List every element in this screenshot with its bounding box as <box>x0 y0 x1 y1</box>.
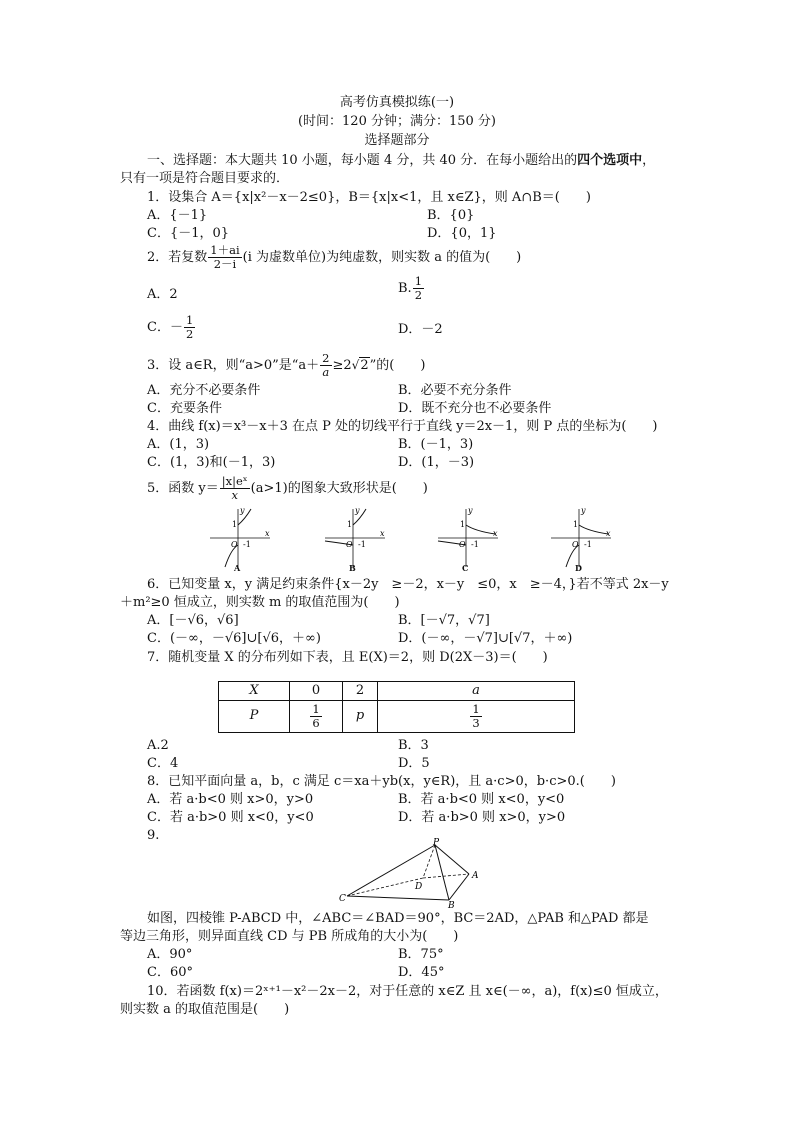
q2-option-a: A．2 <box>147 287 178 302</box>
vertex-b: B <box>448 901 455 908</box>
q3-post: ”的( ) <box>369 358 426 373</box>
label-y: y <box>240 506 245 515</box>
q5-label-d: D <box>575 563 582 573</box>
q2-den: 2－i <box>213 257 237 271</box>
q4-option-c: C．(1，3)和(－1，3) <box>147 455 276 470</box>
vertex-a: A <box>472 871 479 881</box>
section-title: 选择题部分 <box>364 133 430 148</box>
q2-b-label: B. <box>398 281 412 296</box>
q3-fraction <box>320 352 331 379</box>
vertex-c: C <box>339 894 346 904</box>
q5-stem <box>147 470 428 508</box>
q3-num: 2 <box>322 351 330 365</box>
q4-option-a: A．(1，3) <box>147 437 210 452</box>
label-o: O <box>459 540 466 549</box>
q8-option-d: D．若 a·b>0 则 x>0，y>0 <box>398 810 566 825</box>
q1-option-d: D．{0，1} <box>427 226 497 241</box>
q2-num: 1＋ai <box>210 243 240 257</box>
p3-den: 3 <box>472 715 480 730</box>
q2-b-frac <box>413 275 424 302</box>
table-cell <box>290 700 343 732</box>
vertex-d: D <box>415 882 423 892</box>
q3-option-b: B．必要不充分条件 <box>398 383 512 398</box>
p1-den: 6 <box>312 715 320 730</box>
edge-cd <box>347 878 423 896</box>
q3-option-c: C．充要条件 <box>147 401 222 416</box>
q7-option-a: A.2 <box>147 738 169 753</box>
q3-radical: √ <box>351 358 360 372</box>
edge-pb <box>435 845 449 900</box>
q5-pre: 5．函数 y＝ <box>147 481 219 496</box>
q5-label-c: C <box>462 563 469 573</box>
q2-c-num: 1 <box>185 313 194 327</box>
q2-pre: 2．若复数 <box>147 250 208 265</box>
q6-line2: ＋m²≥0 恒成立，则实数 m 的取值范围为( ) <box>120 595 400 610</box>
q10-line1: 10．若函数 f(x)＝2ˣ⁺¹－x²－2x－2，对于任意的 x∈Z 且 x∈(－∞，a)，f(x)≤0 恒成立， <box>147 984 668 999</box>
curve-right <box>466 525 495 534</box>
intro-comma: ， <box>642 153 656 168</box>
q2-c-label: C．－ <box>147 320 183 335</box>
q8-option-c: C．若 a·b>0 则 x<0，y<0 <box>147 810 314 825</box>
q9-option-a: A．90° <box>147 947 193 962</box>
q2-c-den: 2 <box>185 327 194 341</box>
q4-option-b: B．(－1，3) <box>398 437 474 452</box>
q9-option-c: C．60° <box>147 965 193 980</box>
intro-bold: 四个选项中 <box>577 153 643 168</box>
edge-da <box>423 874 469 878</box>
q2-stem <box>147 244 521 272</box>
label-1: 1 <box>460 520 466 529</box>
label-1: 1 <box>573 520 579 529</box>
q9-line1: 如图，四棱锥 P-ABCD 中，∠ABC＝∠BAD＝90°，BC＝2AD，△PAB 和△PAD 都是 <box>147 911 649 926</box>
label-x: x <box>606 529 611 538</box>
label-m1: -1 <box>358 540 366 549</box>
intro-line1 <box>147 152 655 170</box>
label-m1: -1 <box>243 540 251 549</box>
label-y: y <box>468 506 473 515</box>
q5-fraction <box>220 475 250 502</box>
p1-frac <box>310 703 321 730</box>
label-o: O <box>572 540 579 549</box>
q5-label-a: A <box>234 563 241 573</box>
q1-option-a: A．{－1} <box>147 208 208 223</box>
q5-den: x <box>231 488 238 502</box>
p1-num: 1 <box>312 701 320 716</box>
label-1: 1 <box>347 520 353 529</box>
label-1: 1 <box>232 520 238 529</box>
q7-option-b: B．3 <box>398 738 429 753</box>
q9-pyramid-figure <box>335 838 485 908</box>
q1-option-b: B．{0} <box>427 208 475 223</box>
q4-stem: 4．曲线 f(x)＝x³－x＋3 在点 P 处的切线平行于直线 y＝2x－1，则 P 点的坐标为( ) <box>147 419 658 434</box>
edge-cb <box>347 896 449 900</box>
q6-option-d: D．(－∞，－√7]∪[√7，＋∞) <box>398 631 573 646</box>
table-cell: 2 <box>343 682 378 701</box>
label-o: O <box>231 540 238 549</box>
q9-number: 9. <box>147 828 160 843</box>
p3-num: 1 <box>472 701 480 716</box>
q3-option-d: D．既不充分也不必要条件 <box>398 401 552 416</box>
q2-c-frac <box>184 314 195 341</box>
edge-pa <box>435 845 469 874</box>
table-cell <box>378 700 575 732</box>
q3-stem <box>147 352 425 379</box>
table-cell: X <box>219 682 290 701</box>
page-title: 高考仿真模拟练(一) <box>339 95 455 110</box>
q2-b-num: 1 <box>414 274 423 288</box>
label-x: x <box>380 529 385 538</box>
q4-option-d: D．(1，－3) <box>398 455 475 470</box>
q3-option-a: A．充分不必要条件 <box>147 383 261 398</box>
vertex-p: P <box>433 838 440 848</box>
q6-line1: 6．已知变量 x，y 满足约束条件{x－2y ≥－2，x－y ≤0，x ≥－4，}若不等式 2x－y <box>147 577 669 592</box>
q9-option-b: B．75° <box>398 947 444 962</box>
edge-ba <box>449 874 469 900</box>
label-m1: -1 <box>471 540 479 549</box>
label-x: x <box>493 529 498 538</box>
label-m1: -1 <box>584 540 592 549</box>
q7-option-c: C．4 <box>147 756 179 771</box>
q9-line2: 等边三角形，则异面直线 CD 与 PB 所成角的大小为( ) <box>120 929 459 944</box>
table-cell: p <box>343 700 378 732</box>
p3-frac <box>470 703 481 730</box>
table-row <box>219 682 575 701</box>
q2-fraction <box>208 244 241 271</box>
q2-option-c <box>147 314 196 341</box>
table-cell: 0 <box>290 682 343 701</box>
edge-pd <box>423 845 435 878</box>
intro-line2: 只有一项是符合题目要求的． <box>120 171 290 186</box>
q3-pre: 3．设 a∈R，则“a>0”是“a＋ <box>147 358 320 373</box>
q8-option-a: A．若 a·b<0 则 x>0，y>0 <box>147 792 314 807</box>
q8-option-b: B．若 a·b<0 则 x<0，y<0 <box>398 792 565 807</box>
label-o: O <box>346 540 353 549</box>
q7-distribution-table <box>218 681 575 733</box>
table-cell: a <box>378 682 575 701</box>
label-y: y <box>581 506 586 515</box>
q3-radicand: 2 <box>360 358 369 373</box>
q5-label-b: B <box>349 563 356 573</box>
q2-b-den: 2 <box>414 288 423 302</box>
q6-option-c: C．(－∞，－√6]∪[√6，＋∞) <box>147 631 321 646</box>
q1-option-c: C．{－1，0} <box>147 226 230 241</box>
q3-mid: ≥2 <box>332 358 352 373</box>
q3-den: a <box>322 365 330 379</box>
table-row <box>219 700 575 732</box>
q1-stem: 1．设集合 A＝{x|x²－x－2≤0}，B＝{x|x<1，且 x∈Z}，则 A∩B＝( ) <box>147 190 591 205</box>
q5-post: (a>1)的图象大致形状是( ) <box>250 481 428 496</box>
q2-option-d: D．－2 <box>398 322 443 337</box>
q10-line2: 则实数 a 的取值范围是( ) <box>120 1002 290 1017</box>
q8-stem: 8．已知平面向量 a，b，c 满足 c＝xa＋yb(x，y∈R)，且 a·c>0，b·c>0.( ) <box>147 774 616 789</box>
q5-num: |x|eˣ <box>221 474 248 488</box>
q6-option-b: B．[－√7，√7] <box>398 613 490 628</box>
q2-post: (i 为虚数单位)为纯虚数，则实数 a 的值为( ) <box>242 250 522 265</box>
curve-right <box>579 525 608 534</box>
q7-option-d: D．5 <box>398 756 430 771</box>
label-x: x <box>265 529 270 538</box>
q9-option-d: D．45° <box>398 965 445 980</box>
intro-text: 一、选择题：本大题共 10 小题，每小题 4 分，共 40 分．在每小题给出的 <box>147 153 578 168</box>
label-y: y <box>355 506 360 515</box>
q2-option-b <box>398 275 425 302</box>
table-cell: P <box>219 700 290 732</box>
page-subtitle: (时间：120 分钟；满分：150 分) <box>297 114 497 129</box>
q7-stem: 7．随机变量 X 的分布列如下表，且 E(X)＝2，则 D(2X－3)＝( ) <box>147 650 548 665</box>
q6-option-a: A．[－√6，√6] <box>147 613 239 628</box>
